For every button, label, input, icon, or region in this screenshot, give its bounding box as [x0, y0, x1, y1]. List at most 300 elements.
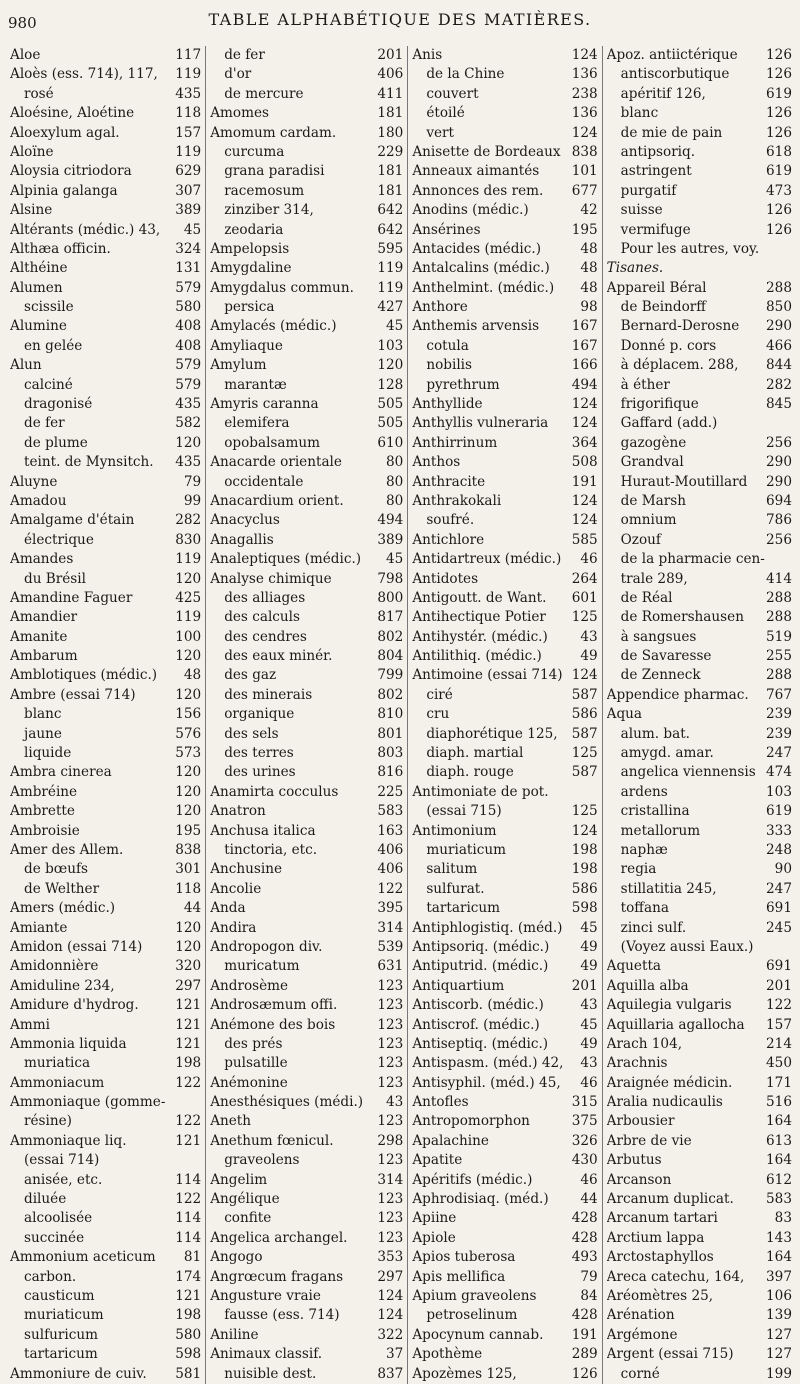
index-entry: [412, 996, 597, 1015]
index-entry: [607, 1171, 792, 1190]
entry-term: Anthrakokali: [412, 492, 502, 509]
entry-term: Amandine Faguer: [10, 589, 133, 606]
index-entry: [210, 240, 403, 259]
entry-term: Aquetta: [606, 958, 662, 975]
entry-term: ardens: [620, 783, 668, 800]
entry-term: Amygdalus commun.: [210, 279, 354, 296]
index-entry: [607, 1035, 792, 1054]
entry-page-ref: 201: [766, 977, 792, 994]
entry-term: diaph. rouge: [426, 764, 514, 781]
entry-page-ref: 143: [766, 1229, 792, 1246]
entry-term: muriaticum: [24, 1307, 104, 1324]
index-entry: [607, 686, 792, 705]
entry-page-ref: 163: [377, 822, 404, 839]
index-entry: [412, 860, 597, 879]
entry-page-ref: 80: [386, 473, 404, 490]
entry-page-ref: 157: [175, 124, 202, 141]
entry-term: Antimoine (essai 714): [412, 667, 563, 684]
index-entry: [412, 1054, 597, 1073]
entry-page-ref: 474: [766, 764, 792, 781]
index-entry: [412, 1306, 597, 1325]
entry-page-ref: 99: [183, 492, 202, 509]
entry-term: des gaz: [224, 667, 277, 684]
entry-term: Amiante: [10, 919, 68, 936]
index-entry: [412, 511, 597, 530]
entry-page-ref: 586: [571, 706, 598, 723]
entry-term: diluée: [24, 1191, 67, 1208]
entry-term: Anethum fœnicul.: [210, 1132, 334, 1149]
entry-page-ref: 80: [386, 454, 404, 471]
entry-term: Huraut-Moutillard: [620, 473, 748, 490]
entry-page-ref: 114: [175, 1171, 202, 1188]
entry-page-ref: 119: [175, 609, 202, 626]
entry-term: Androsème: [210, 977, 289, 994]
entry-term: Arcanum duplicat.: [606, 1191, 734, 1208]
entry-page-ref: 585: [571, 531, 598, 548]
entry-page-ref: 802: [377, 686, 404, 703]
entry-term: Aloexylum agal.: [10, 124, 120, 141]
entry-page-ref: 408: [175, 337, 202, 354]
entry-page-ref: 120: [175, 919, 202, 936]
entry-term: Analyse chimique: [210, 570, 332, 587]
entry-term: Anodins (médic.): [412, 202, 529, 219]
index-entry: [412, 473, 597, 492]
entry-page-ref: 610: [377, 434, 404, 451]
entry-page-ref: 120: [175, 938, 202, 955]
entry-term: persica: [224, 299, 275, 316]
index-entry: [10, 182, 201, 201]
entry-page-ref: 800: [377, 589, 404, 606]
entry-page-ref: 124: [377, 1307, 404, 1324]
entry-page-ref: 49: [580, 958, 598, 975]
entry-term: Androsæmum offi.: [210, 997, 338, 1014]
entry-page-ref: 125: [571, 609, 598, 626]
entry-term: de Marsh: [620, 492, 686, 509]
entry-page-ref: 642: [377, 221, 404, 238]
index-entry: [10, 647, 201, 666]
entry-page-ref: 428: [571, 1210, 598, 1227]
entry-term: Arcanson: [606, 1171, 672, 1188]
entry-page-ref: 494: [571, 376, 598, 393]
index-entry: [412, 434, 597, 453]
index-entry: [412, 1365, 597, 1384]
index-entry: [607, 356, 792, 375]
index-entry: [412, 1345, 597, 1364]
entry-term: Donné p. cors: [620, 337, 717, 354]
index-entry: [412, 919, 597, 938]
entry-page-ref: 619: [766, 803, 792, 820]
entry-page-ref: 816: [377, 764, 404, 781]
entry-term: de Réal: [620, 589, 673, 606]
index-entry: [607, 511, 792, 530]
entry-term: stillatitia 245,: [620, 880, 717, 897]
index-entry: [10, 1229, 201, 1248]
entry-term: Alumen: [10, 279, 63, 296]
entry-term: alcoolisée: [24, 1210, 93, 1227]
entry-page-ref: 264: [571, 570, 598, 587]
entry-page-ref: 103: [377, 337, 404, 354]
index-entry: [607, 453, 792, 472]
entry-term: Analeptiques (médic.): [210, 551, 362, 568]
entry-term: blanc: [620, 105, 659, 122]
index-entry: [10, 1209, 201, 1228]
index-entry: [10, 1268, 201, 1287]
index-entry: [607, 1209, 792, 1228]
index-entry: [10, 1074, 201, 1093]
index-entry: [607, 46, 792, 65]
entry-page-ref: 122: [175, 1074, 202, 1091]
entry-term: corné: [620, 1365, 660, 1382]
index-entry: [607, 822, 792, 841]
entry-page-ref: 46: [580, 1171, 598, 1188]
entry-page-ref: 157: [766, 1016, 792, 1033]
entry-page-ref: 121: [175, 1132, 202, 1149]
entry-term: Anamirta cocculus: [210, 783, 339, 800]
entry-term: Alpinia galanga: [10, 182, 118, 199]
index-entry: [607, 1306, 792, 1325]
entry-term: suisse: [620, 202, 663, 219]
entry-page-ref: 119: [377, 260, 404, 277]
entry-page-ref: 389: [377, 531, 404, 548]
index-entry: [210, 162, 403, 181]
index-entry: [10, 705, 201, 724]
entry-page-ref: 90: [774, 861, 792, 878]
entry-term: Arctium lappa: [606, 1229, 705, 1246]
index-entry: [412, 221, 597, 240]
entry-page-ref: 247: [766, 880, 792, 897]
entry-term: succinée: [24, 1229, 85, 1246]
entry-page-ref: 126: [571, 1365, 598, 1382]
entry-term: vert: [426, 124, 455, 141]
entry-term: nobilis: [426, 357, 472, 374]
entry-page-ref: 798: [377, 570, 404, 587]
entry-term: (Voyez aussi Eaux.): [620, 938, 754, 955]
entry-page-ref: 288: [766, 589, 792, 606]
entry-page-ref: 428: [571, 1229, 598, 1246]
entry-page-ref: 301: [175, 861, 202, 878]
index-entry: [10, 1132, 201, 1151]
index-entry: [412, 1151, 597, 1170]
entry-term: Aneth: [210, 1113, 252, 1130]
index-entry: [607, 1151, 792, 1170]
index-entry: [10, 259, 201, 278]
entry-page-ref: 290: [766, 454, 792, 471]
entry-page-ref: 48: [580, 279, 598, 296]
entry-term: Arbutus: [606, 1152, 662, 1169]
entry-page-ref: 45: [386, 318, 404, 335]
index-entry: [607, 1229, 792, 1248]
index-entry: [412, 531, 597, 550]
entry-page-ref: 322: [377, 1326, 404, 1343]
entry-page-ref: 181: [377, 163, 404, 180]
index-entry: [607, 977, 792, 996]
entry-page-ref: 619: [766, 163, 792, 180]
index-entry: [607, 938, 792, 957]
index-entry: [210, 279, 403, 298]
entry-term: purgatif: [620, 182, 677, 199]
index-entry: [412, 725, 597, 744]
index-entry: [412, 279, 597, 298]
entry-term: metallorum: [620, 822, 701, 839]
entry-page-ref: 199: [766, 1365, 792, 1382]
index-entry: [10, 104, 201, 123]
entry-page-ref: 389: [175, 202, 202, 219]
entry-page-ref: 786: [766, 512, 792, 529]
index-entry: [10, 919, 201, 938]
entry-term: antiscorbutique: [620, 66, 730, 83]
entry-page-ref: 598: [175, 1346, 202, 1363]
entry-page-ref: 123: [377, 1055, 404, 1072]
entry-term: salitum: [426, 861, 478, 878]
entry-term: zinziber 314,: [224, 202, 314, 219]
index-entry: [412, 957, 597, 976]
index-entry: [210, 1268, 403, 1287]
entry-page-ref: 364: [571, 434, 598, 451]
entry-term: Ammoniure de cuiv.: [10, 1365, 147, 1382]
entry-page-ref: 120: [175, 434, 202, 451]
entry-page-ref: 139: [766, 1307, 792, 1324]
entry-page-ref: 838: [175, 842, 202, 858]
index-entry: [607, 570, 792, 589]
index-entry: [607, 298, 792, 317]
entry-term: des alliages: [224, 589, 306, 606]
entry-page-ref: 127: [766, 1346, 792, 1363]
entry-page-ref: 248: [766, 842, 792, 858]
entry-term: Anchusine: [210, 861, 283, 878]
index-entry: [210, 802, 403, 821]
entry-term: Aniline: [210, 1326, 259, 1343]
entry-page-ref: 297: [175, 977, 202, 994]
index-entry: [412, 1229, 597, 1248]
entry-term: Aphrodisiaq. (méd.): [412, 1191, 549, 1208]
index-entry: [210, 1345, 403, 1364]
index-entry: [607, 182, 792, 201]
index-entry: [10, 550, 201, 569]
entry-page-ref: 103: [766, 783, 792, 800]
entry-page-ref: 37: [386, 1346, 404, 1363]
index-entry: [607, 65, 792, 84]
index-entry: [210, 46, 403, 65]
index-entry: [412, 453, 597, 472]
entry-term: elemifera: [224, 415, 290, 432]
entry-term: grana paradisi: [224, 163, 325, 180]
entry-page-ref: 850: [766, 299, 792, 316]
entry-term: Amyliaque: [210, 337, 283, 354]
index-entry: [210, 628, 403, 647]
page-number: 980: [8, 14, 37, 32]
entry-page-ref: 587: [571, 725, 598, 742]
index-entry: [210, 919, 403, 938]
entry-page-ref: 691: [766, 900, 792, 917]
entry-term: teint. de Mynsitch.: [24, 454, 154, 471]
index-entry: [607, 1132, 792, 1151]
entry-term: Amidon (essai 714): [10, 938, 143, 955]
index-entry: [10, 1151, 201, 1170]
entry-page-ref: 45: [183, 221, 202, 238]
entry-page-ref: 43: [580, 628, 598, 645]
entry-term: Anémone des bois: [210, 1016, 336, 1033]
index-entry: [607, 221, 792, 240]
index-entry: [10, 531, 201, 550]
entry-page-ref: 326: [571, 1132, 598, 1149]
entry-term: de la Chine: [426, 66, 505, 83]
entry-term: des calculs: [224, 609, 300, 626]
entry-term: marantæ: [224, 376, 287, 393]
entry-term: antipsoriq.: [620, 143, 696, 160]
entry-page-ref: 106: [766, 1287, 792, 1304]
index-entry: [607, 608, 792, 627]
index-entry: [412, 822, 597, 841]
entry-term: causticum: [24, 1287, 95, 1304]
entry-term: Amylum: [210, 357, 267, 374]
entry-term: trale 289,: [620, 570, 688, 587]
entry-page-ref: 119: [377, 279, 404, 296]
entry-page-ref: 125: [571, 745, 598, 762]
entry-term: Amandes: [10, 551, 74, 568]
entry-term: Annonces des rem.: [412, 182, 544, 199]
index-entry: [412, 1035, 597, 1054]
entry-term: du Brésil: [24, 570, 86, 587]
entry-term: Aquillaria agallocha: [606, 1016, 745, 1033]
entry-page-ref: 120: [175, 686, 202, 703]
entry-page-ref: 282: [766, 376, 792, 393]
entry-page-ref: 125: [571, 803, 598, 820]
index-entry: [210, 1151, 403, 1170]
entry-term: Ambrette: [10, 803, 75, 820]
entry-term: muriaticum: [426, 842, 506, 858]
index-entry: [412, 802, 597, 821]
entry-term: tartaricum: [24, 1346, 98, 1363]
entry-term: muricatum: [224, 958, 300, 975]
index-entry: [10, 240, 201, 259]
entry-term: de fer: [224, 46, 265, 63]
index-entry: [210, 511, 403, 530]
entry-page-ref: 198: [571, 861, 598, 878]
entry-page-ref: 579: [175, 279, 202, 296]
entry-term: Arctostaphyllos: [606, 1249, 714, 1266]
index-entry: [412, 298, 597, 317]
entry-page-ref: 124: [571, 415, 598, 432]
index-entry: [412, 104, 597, 123]
entry-term: étoilé: [426, 105, 465, 122]
entry-term: des sels: [224, 725, 279, 742]
index-entry: [412, 46, 597, 65]
entry-term: Pour les autres, voy.: [620, 240, 760, 257]
index-entry: [10, 1287, 201, 1306]
entry-term: Bernard-Derosne: [620, 318, 740, 335]
entry-term: occidentale: [224, 473, 304, 490]
entry-page-ref: 844: [766, 357, 792, 374]
entry-term: gazogène: [620, 434, 687, 451]
index-entry: [607, 1112, 792, 1131]
index-entry: [10, 395, 201, 414]
entry-page-ref: 256: [766, 531, 792, 548]
entry-page-ref: 375: [571, 1113, 598, 1130]
index-entry: [607, 85, 792, 104]
entry-term: Antacides (médic.): [412, 240, 541, 257]
entry-term: Angelim: [210, 1171, 268, 1188]
index-entry: [210, 492, 403, 511]
entry-page-ref: 297: [377, 1268, 404, 1285]
index-entry: [210, 337, 403, 356]
entry-term: Apis mellifica: [412, 1268, 506, 1285]
entry-term: Aloès (ess. 714), 117,: [10, 66, 158, 83]
entry-term: de Beindorff: [620, 299, 706, 316]
entry-term: Antropomorphon: [412, 1113, 530, 1130]
entry-page-ref: 84: [580, 1287, 598, 1304]
entry-term: à éther: [620, 376, 670, 393]
entry-term: cru: [426, 706, 450, 723]
index-entry: [607, 1074, 792, 1093]
index-entry: [607, 667, 792, 686]
entry-term: Apothème: [412, 1346, 483, 1363]
index-entry: [10, 763, 201, 782]
entry-page-ref: 44: [580, 1191, 598, 1208]
index-entry: [10, 434, 201, 453]
index-entry: [10, 628, 201, 647]
index-entry: [210, 1054, 403, 1073]
index-entry: [10, 298, 201, 317]
index-entry: [210, 85, 403, 104]
entry-term: Angogo: [210, 1249, 263, 1266]
index-entry: [210, 977, 403, 996]
entry-page-ref: 191: [571, 473, 598, 490]
index-entry: [210, 124, 403, 143]
entry-term: Anthyllide: [412, 396, 483, 413]
entry-page-ref: 801: [377, 725, 404, 742]
entry-term: Antofles: [412, 1094, 469, 1111]
entry-term: Amalgame d'étain: [10, 512, 135, 529]
entry-term: Amygdaline: [210, 260, 292, 277]
entry-page-ref: 100: [175, 628, 202, 645]
index-entry: [607, 860, 792, 879]
index-entry: [607, 395, 792, 414]
entry-term: des terres: [224, 745, 294, 762]
index-entry: [10, 570, 201, 589]
index-entry: [607, 1093, 792, 1112]
index-entry: [10, 1054, 201, 1073]
index-entry: [10, 608, 201, 627]
index-entry: [412, 744, 597, 763]
index-entry: [210, 1074, 403, 1093]
entry-term: Antipsoriq. (médic.): [412, 938, 550, 955]
entry-term: cristallina: [620, 803, 690, 820]
index-entry: [607, 725, 792, 744]
entry-page-ref: 677: [571, 182, 598, 199]
index-entry: [210, 860, 403, 879]
entry-page-ref: 45: [386, 551, 404, 568]
index-entry: [210, 938, 403, 957]
entry-term: Arachnis: [606, 1055, 668, 1072]
index-entry: [607, 1345, 792, 1364]
entry-page-ref: 406: [377, 842, 404, 858]
entry-page-ref: 505: [377, 415, 404, 432]
entry-page-ref: 618: [766, 143, 792, 160]
index-entry: [607, 531, 792, 550]
entry-term: Antimonium: [412, 822, 497, 839]
entry-term: nuisible dest.: [224, 1365, 317, 1382]
entry-term: Amers (médic.): [10, 900, 116, 917]
entry-page-ref: 582: [175, 415, 202, 432]
entry-page-ref: 123: [377, 1191, 404, 1208]
entry-page-ref: 123: [377, 1074, 404, 1091]
entry-page-ref: 290: [766, 318, 792, 335]
index-entry: [210, 1287, 403, 1306]
index-entry: [412, 1209, 597, 1228]
index-entry: [412, 841, 597, 860]
entry-term: Anémonine: [210, 1074, 288, 1091]
index-entry: [10, 1365, 201, 1384]
